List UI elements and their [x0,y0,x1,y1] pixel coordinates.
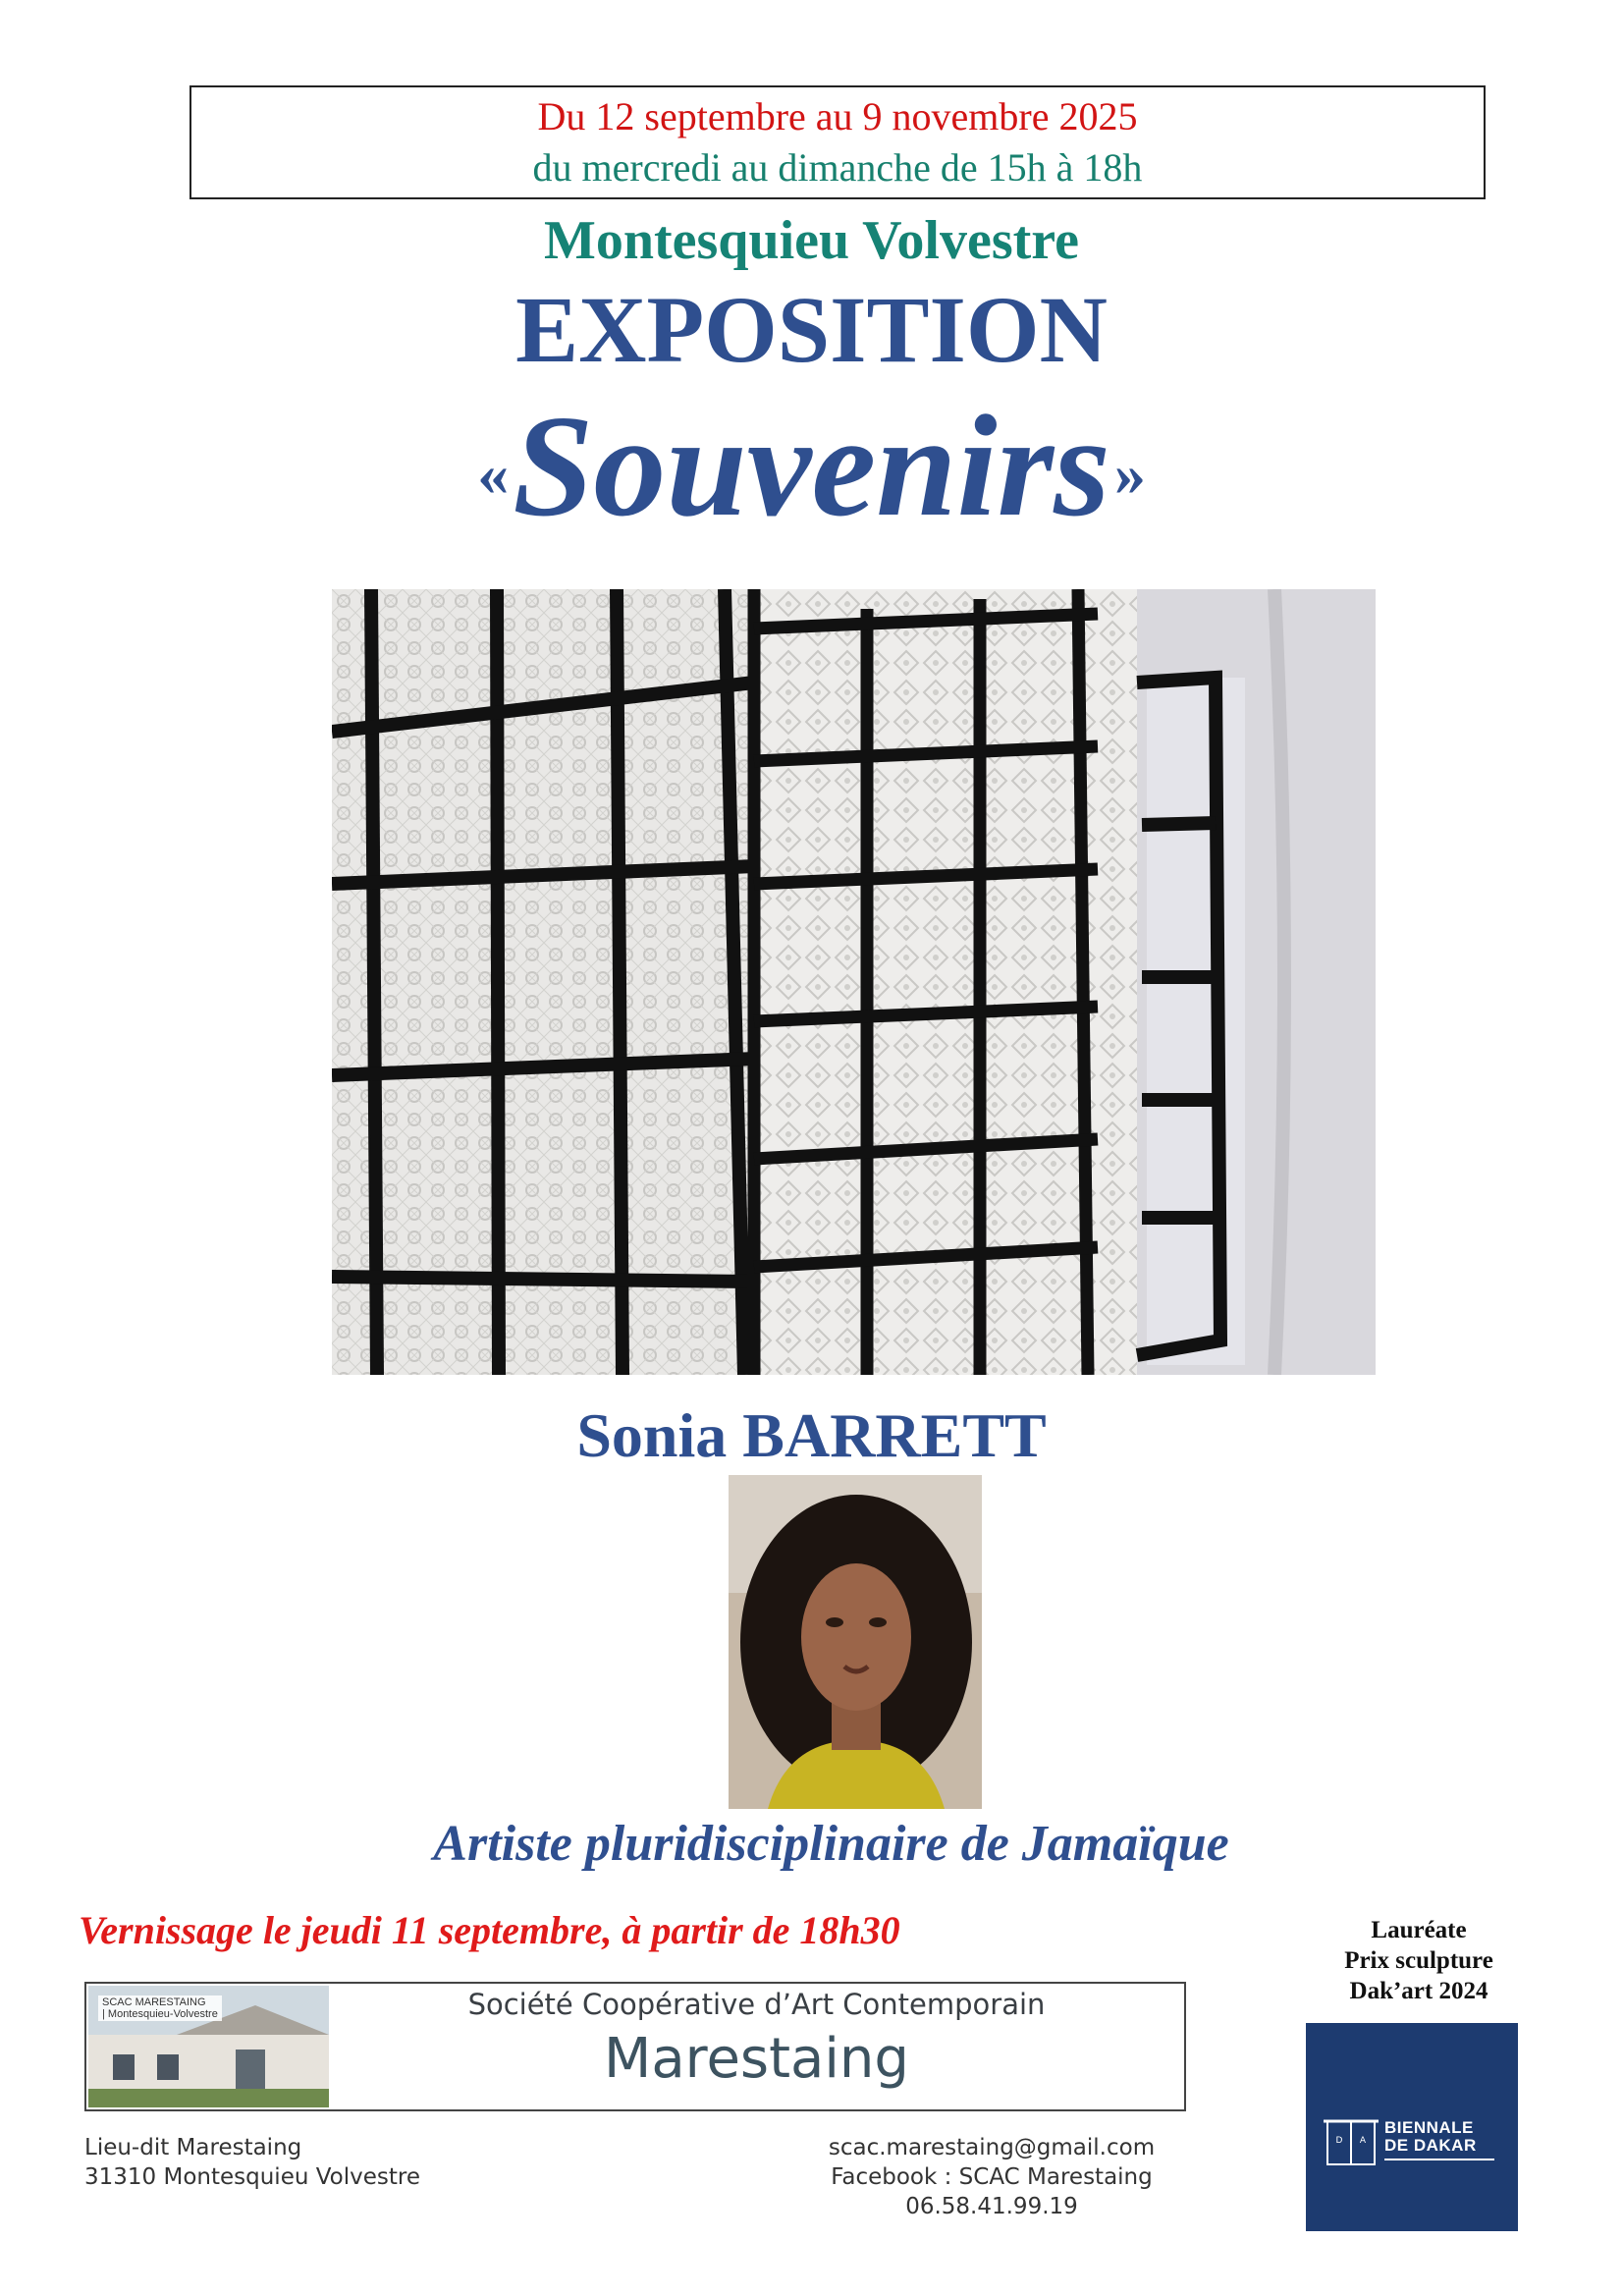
svg-text:A: A [1359,2136,1367,2146]
biennale-emblem-icon [1324,2113,1379,2170]
exhibition-title [0,383,1623,550]
close-quote: » [1113,439,1146,509]
date-range: Du 12 septembre au 9 novembre 2025 [537,94,1138,138]
open-quote: « [477,439,510,509]
svg-text:D: D [1335,2136,1343,2146]
vernissage-info: Vernissage le jeudi 11 septembre, à partir de 18h30 [79,1908,900,1952]
scac-name: Marestaing [604,2027,909,2091]
scac-building-photo [88,1986,329,2107]
exposition-heading: EXPOSITION [515,277,1108,382]
contact-info [795,2133,1188,2221]
scac-photo-label [98,1995,222,2021]
award-line-2: Prix sculpture [1344,1947,1493,1974]
biennale-divider [1384,2159,1494,2160]
scac-banner [84,1982,1186,2111]
award-info [1296,1915,1542,2006]
award-line-3: Dak’art 2024 [1349,1978,1488,2004]
artwork-illustration [332,589,1376,1375]
biennale-logo [1306,2023,1518,2231]
address-line-1: Lieu-dit Marestaing [84,2135,302,2160]
contact-facebook: Facebook : SCAC Marestaing [831,2164,1153,2190]
artist-description: Artiste pluridisciplinaire de Jamaïque [433,1816,1229,1872]
artist-portrait [729,1475,982,1809]
address [84,2133,420,2192]
artist-name: Sonia BARRETT [576,1400,1047,1470]
scac-photo-label-line-2: | Montesquieu-Volvestre [102,2008,218,2020]
address-line-2: 31310 Montesquieu Volvestre [84,2164,421,2190]
award-line-1: Lauréate [1371,1917,1467,1943]
scac-cooperative: Société Coopérative d’Art Contemporain [467,1988,1046,2021]
scac-photo-label-line-1: SCAC MARESTAING [102,1996,206,2008]
dates-box [189,85,1486,199]
opening-hours: du mercredi au dimanche de 15h à 18h [532,145,1143,190]
artwork-image [332,589,1376,1375]
biennale-line-1: BIENNALE [1384,2118,1474,2137]
contact-phone: 06.58.41.99.19 [905,2194,1078,2219]
portrait-illustration [729,1475,982,1809]
location-heading: Montesquieu Volvestre [544,210,1079,271]
biennale-line-2: DE DAKAR [1384,2136,1477,2155]
biennale-title [1384,2119,1477,2155]
contact-email: scac.marestaing@gmail.com [828,2135,1156,2160]
title-text: Souvenirs [513,386,1110,547]
